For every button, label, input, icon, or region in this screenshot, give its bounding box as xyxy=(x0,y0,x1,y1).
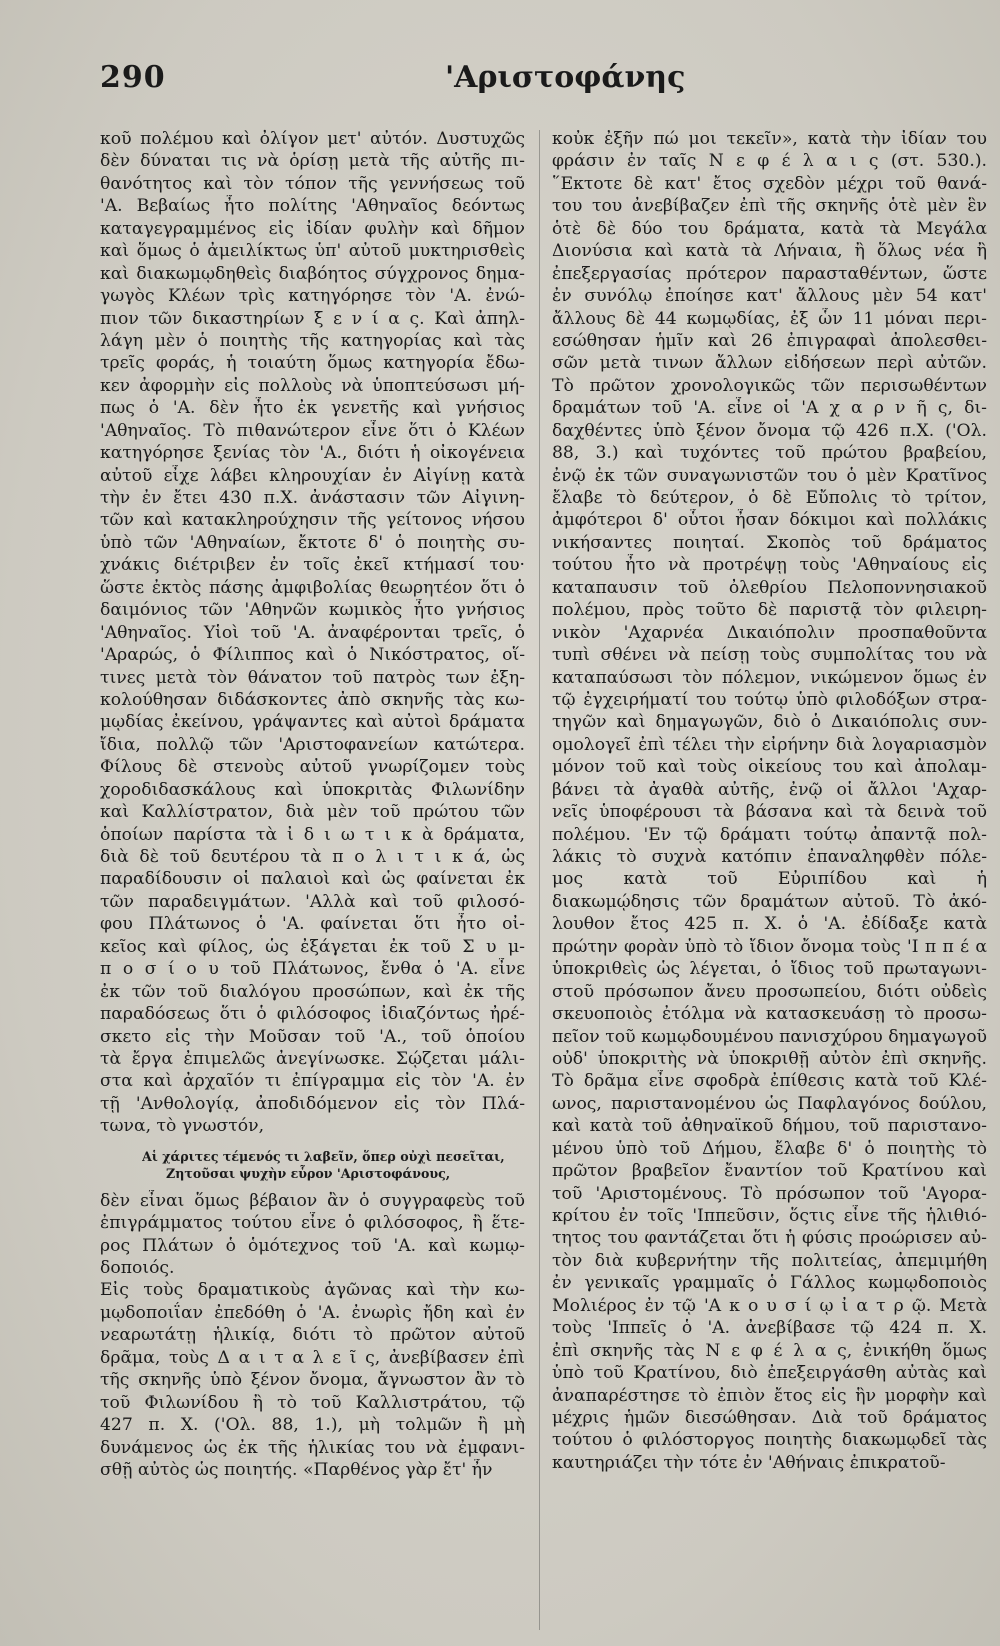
text-line: θανότητος καὶ τὸν τόπον τῆς γεννήσεως τοῦ xyxy=(100,173,525,194)
text-line: Τὸ πρῶτον χρονολογικῶς τῶν περισωθέντων xyxy=(552,375,987,396)
text-line: ἄλλους δὲ 44 κωμῳδίας, ἐξ ὧν 11 μόναι περι- xyxy=(552,308,987,329)
text-line: κοὐκ ἐξῆν πώ μοι τεκεῖν», κατὰ τὴν ἰδίαν του xyxy=(552,129,987,149)
text-line: ὑποκριθεὶς ὡς λέγεται, ὁ ἴδιος τοῦ πρωταγωνι- xyxy=(552,959,987,980)
text-line: 'Αθηναῖος. Τὸ πιθανώτερον εἶνε ὅτι ὁ Κλέων xyxy=(100,420,525,441)
text-line: σθῇ αὐτὸς ὡς ποιητής. «Παρθένος γὰρ ἔτ' ἦν xyxy=(100,1459,493,1480)
text-line: λουθον ἔτος 425 π. Χ. ὁ 'Α. ἐδίδαξε κατὰ xyxy=(552,914,987,935)
text-line: νικὸν 'Αχαρνέα Δικαιόπολιν προσπαθοῦντα xyxy=(552,622,987,643)
text-line: γωγὸς Κλέων τρὶς κατηγόρησε τὸν 'Α. ἐνώ- xyxy=(100,286,525,307)
left-column-text-a xyxy=(100,128,525,1138)
text-line: Μολιέρος ἐν τῷ 'Α κ ο υ σ ί ῳ ἰ α τ ρ ῷ. Μετὰ xyxy=(552,1295,987,1316)
text-line: κρίτου ἐν τοῖς 'Ιππεῦσιν, ὅςτις εἶνε τῆς ἡλιθιό- xyxy=(552,1206,987,1226)
text-line: ἐν γενικαῖς γραμμαῖς ὁ Γάλλος κωμῳδοποιὸς xyxy=(552,1273,987,1294)
text-line: δοποιός. xyxy=(100,1258,175,1279)
text-line: τοῦ Φιλωνίδου ἢ τὸ τοῦ Καλλιστράτου, τῷ xyxy=(100,1392,525,1413)
text-line: ωνος, παριστανομένου ὡς Παφλαγόνος δούλου, xyxy=(552,1093,987,1114)
text-line: τρεῖς φοράς, ἡ τοιαύτη ὅμως κατηγορία ἔδω- xyxy=(100,353,525,374)
text-line: τούτου ὁ φιλόστοργος ποιητὴς διακωμῳδεῖ τὰς xyxy=(552,1430,987,1451)
text-line: κοῦ πολέμου καὶ ὀλίγον μετ' αὐτόν. Δυστυχῶς xyxy=(100,129,525,149)
text-line: πρῶτον βραβεῖον ἔναντίον τοῦ Κρατίνου καὶ xyxy=(552,1161,987,1182)
text-line: χνάκις διέτριβεν ἐν τοῖς ἐκεῖ κτήμασί του· xyxy=(100,555,525,576)
text-line: ἐνῷ ἐκ τῶν συναγωνιστῶν του ὁ μὲν Κρατῖνος xyxy=(552,465,987,486)
text-line: ὁποίων παρίστα τὰ ἰ δ ι ω τ ι κ ὰ δράματα, xyxy=(100,824,525,845)
text-line: δαχθέντες ὑπὸ ξένον ὄνομα τῷ 426 π.Χ. ('Ολ. xyxy=(552,420,987,441)
text-line: τοῦ 'Αριστομένους. Τὸ πρόσωπον τοῦ 'Αγορα- xyxy=(552,1183,987,1204)
text-line: τὸν διὰ κυβερνήτην τῆς πολιτείας, ἀπεμιμήθη xyxy=(552,1250,987,1271)
text-line: πιον τῶν δικαστηρίων ξ ε ν ί α ς. Καὶ ἀπηλ- xyxy=(100,308,525,329)
text-line: 'Αθηναῖος. Υἱοὶ τοῦ 'Α. ἀναφέρονται τρεῖς, ὁ xyxy=(100,622,525,643)
page-number: 290 xyxy=(100,60,166,95)
text-line: καυτηριάζει τὴν τότε ἐν 'Αθήναις ἐπικρατοῦ- xyxy=(552,1452,946,1473)
text-line: πολέμου. 'Εν τῷ δράματι τούτῳ ἀπαντᾷ πολ- xyxy=(552,824,987,845)
text-line: αὐτοῦ εἶχε λάβει κληρουχίαν ἐν Αἰγίνῃ κατὰ xyxy=(100,465,525,486)
text-line: ἐπιγράμματος τούτου εἶνε ὁ φιλόσοφος, ἢ ἕτε- xyxy=(100,1213,525,1234)
text-line: δρᾶμα, τοὺς Δ α ι τ α λ ε ῖ ς, ἀνεβίβασεν ἐπὶ xyxy=(100,1347,525,1368)
left-column-text-b xyxy=(100,1190,525,1482)
left-text-column xyxy=(100,128,525,1481)
text-line: σκετο εἰς τὴν Μοῦσαν τοῦ 'Α., τοῦ ὁποίου xyxy=(100,1026,525,1047)
text-line: νεῖς ὑποφέρουσι τὰ βάσανα καὶ τὰ δεινὰ τοῦ xyxy=(552,802,987,823)
text-line: οὐδ' ὑποκριτὴς νὰ ὑποκριθῇ αὐτὸν ἐπὶ σκηνῆς. xyxy=(552,1048,987,1069)
text-line: χοροδιδασκάλους καὶ ὑποκριτὰς Φιλωνίδην xyxy=(100,779,525,800)
text-line: δραμάτων τοῦ 'Α. εἶνε οἱ 'Α χ α ρ ν ῆ ς, δι- xyxy=(552,398,987,419)
text-line: ἐν συνόλῳ ἐποίησε κατ' ἄλλους μὲν 54 κατ' xyxy=(552,286,987,307)
text-line: λάγη μὲν ὁ ποιητὴς τῆς κατηγορίας καὶ τὰς xyxy=(100,330,525,351)
text-line: τῆς σκηνῆς ὑπὸ ξένον ὄνομα, ἄγνωστον ἂν τὸ xyxy=(100,1370,525,1391)
text-line: νικήσαντες ποιηταί. Σκοπὸς τοῦ δράματος xyxy=(552,532,987,553)
text-line: καταγεγραμμένος εἰς ἰδίαν φυλὴν καὶ δῆμον xyxy=(100,218,525,239)
text-line: νεαρωτάτῃ ἡλικίᾳ, διότι τὸ πρῶτον αὐτοῦ xyxy=(100,1325,525,1346)
text-line: 'Α. Βεβαίως ἦτο πολίτης 'Αθηναῖος δεόντως xyxy=(100,196,525,217)
text-line: φου Πλάτωνος ὁ 'Α. φαίνεται ὅτι ἦτο οἰ- xyxy=(100,914,525,935)
text-line: τητος του φαντάζεται ὅτι ἡ φύσις προώρισεν αὐ- xyxy=(552,1228,987,1249)
text-line: σκευοποιὸς ἐτόλμα νὰ κατασκευάσῃ τὸ προσω- xyxy=(552,1004,987,1025)
running-title: 'Αριστοφάνης xyxy=(445,60,686,95)
text-line: δὲν δύναται τις νὰ ὁρίσῃ μετὰ τῆς αὐτῆς πι- xyxy=(100,151,525,172)
text-line: ἴδια, πολλῷ τῶν 'Αριστοφανείων κατώτερα. xyxy=(100,734,525,755)
text-line: 88, 3.) καὶ τυχόντες τοῦ πρώτου βραβείου, xyxy=(552,443,987,464)
text-line: Εἰς τοὺς δραματικοὺς ἀγῶνας καὶ τὴν κω- xyxy=(100,1280,525,1301)
text-line: μένου ὑπὸ τοῦ Δήμου, ἔλαβε δ' ὁ ποιητὴς τὸ xyxy=(552,1138,987,1159)
page-header xyxy=(100,60,970,110)
text-line: βάνει τὰ ἀγαθὰ αὐτῆς, ἐνῷ οἱ ἄλλοι 'Αχαρ- xyxy=(552,779,987,800)
text-line: καταπαυσιν τοῦ ὀλεθρίου Πελοποννησιακοῦ xyxy=(552,577,987,598)
text-line: φράσιν ἐν ταῖς Ν ε φ έ λ α ι ς (στ. 530.). xyxy=(552,151,987,172)
text-line: τινες μετὰ τὸν θάνατον τοῦ πατρὸς των ἐξη- xyxy=(100,667,525,688)
text-line: μέχρις ἡμῶν διεσώθησαν. Διὰ τοῦ δράματος xyxy=(552,1407,987,1428)
text-line: διὰ δὲ τοῦ δευτέρου τὰ π ο λ ι τ ι κ ά, ὡς xyxy=(100,847,525,867)
text-line: τὴν ἐν ἔτει 430 π.Χ. ἀνάστασιν τῶν Αἰγινη- xyxy=(100,488,525,508)
text-line: τούτου ἦτο νὰ προτρέψῃ τοὺς 'Αθηναίους εἰς xyxy=(552,555,987,576)
text-line: τηγῶν καὶ δημαγωγῶν, διὸ ὁ Δικαιόπολις συν- xyxy=(552,712,987,733)
text-line: λάκις τὸ συχνὰ κατόπιν ἐπαναληφθὲν πόλε- xyxy=(552,847,987,867)
epigram-line: Αἱ χάριτες τέμενός τι λαβεῖν, ὅπερ οὐχὶ πεσεῖται, xyxy=(142,1148,505,1164)
text-line: σῶν μετὰ τινων ἄλλων εἰδήσεων περὶ αὐτῶν. xyxy=(552,353,987,374)
text-line: τυπὶ σθένει νὰ πείσῃ τοὺς συμπολίτας του νὰ xyxy=(552,645,987,666)
text-line: ἀμφότεροι δ' οὗτοι ἦσαν δόκιμοι καὶ πολλάκις xyxy=(552,510,987,531)
text-line: Διονύσια καὶ κατὰ τὰ Λήναια, ἢ ὅλως νέα ἢ xyxy=(552,241,987,262)
text-line: παραδόσεως ὅτι ὁ φιλόσοφος ἰδιαζόντως ἠρέ- xyxy=(100,1004,525,1025)
text-line: κεν ἀφορμὴν εἰς πολλοὺς νὰ ὑποπτεύσωσι μή- xyxy=(100,375,525,396)
text-line: πεῖον τοῦ κωμῳδουμένου πανισχύρου δημαγωγοῦ xyxy=(552,1026,987,1047)
text-line: π ο σ ί ο υ τοῦ Πλάτωνος, ἔνθα ὁ 'Α. εἶνε xyxy=(100,959,525,980)
text-line: κεῖος καὶ φίλος, ὡς ἐξάγεται ἐκ τοῦ Σ υ μ- xyxy=(100,936,525,957)
epigram-line: Ζητοῦσαι ψυχὴν εὗρον 'Αριστοφάνους, xyxy=(166,1165,451,1181)
text-line: 427 π. Χ. ('Ολ. 88, 1.), μὴ τολμῶν ἢ μὴ xyxy=(100,1415,525,1436)
text-line: ὑπὸ τοῦ Κρατίνου, διὸ ἐπεξειργάσθη αὐτὰς καὶ xyxy=(552,1363,987,1384)
epigram xyxy=(142,1148,525,1182)
text-line: πολέμου, πρὸς τοῦτο δὲ παριστᾷ τὸν φιλειρη- xyxy=(552,600,987,621)
text-line: ἐπὶ σκηνῆς τὰς Ν ε φ έ λ α ς, ἐνικήθη ὅμως xyxy=(552,1340,987,1361)
text-line: 'Αραρώς, ὁ Φίλιππος καὶ ὁ Νικόστρατος, οἵ- xyxy=(100,645,525,666)
text-line: μόνον τοῦ καὶ τοὺς οἰκείους του καὶ ἀπολαμ- xyxy=(552,757,987,778)
text-line: καὶ ὅμως ὁ ἀμειλίκτως ὑπ' αὐτοῦ μυκτηρισθεὶς xyxy=(100,241,525,262)
text-line: μος κατὰ τοῦ Εὐριπίδου καὶ ἡ xyxy=(552,869,987,890)
text-line: κατηγόρησε ξενίας τὸν 'Α., διότι ἡ οἰκογένεια xyxy=(100,443,525,464)
text-line: δυνάμενος ὡς ἐκ τῆς ἡλικίας του νὰ ἐμφανι- xyxy=(100,1437,525,1458)
text-line: τῷ ἐγχειρήματί του τούτῳ ὑπὸ φιλοδόξων στρα- xyxy=(552,689,987,710)
text-line: διακωμῴδησις τῶν δραμάτων αὐτοῦ. Τὸ ἀκό- xyxy=(552,891,987,912)
text-line: ἔλαβε τὸ δεύτερον, ὁ δὲ Εὔπολις τὸ τρίτον, xyxy=(552,488,987,508)
text-line: ὁτὲ δὲ δύο του δράματα, κατὰ τὰ Μεγάλα xyxy=(552,218,987,239)
text-line: καὶ διακωμῳδηθεὶς διαβόητος σύγχρονος δημα- xyxy=(100,263,525,284)
text-line: ἐπεξεργασίας πρότερον παρασταθέντων, ὥστε xyxy=(552,263,987,284)
text-line: ἐκ τῶν τοῦ διαλόγου προσώπων, καὶ ἐκ τῆς xyxy=(100,981,525,1002)
text-line: ἀναπαρέστησε τὸ ἐπιὸν ἔτος εἰς ἣν μορφὴν καὶ xyxy=(552,1385,987,1406)
text-line: ῞Εκτοτε δὲ κατ' ἔτος σχεδὸν μέχρι τοῦ θανά- xyxy=(552,173,987,194)
text-line: ὑπὸ τῶν 'Αθηναίων, ἔκτοτε δ' ὁ ποιητὴς συ- xyxy=(100,532,525,553)
text-line: παραδίδουσιν οἱ παλαιοὶ καὶ ὡς φαίνεται ἐκ xyxy=(100,869,525,890)
text-line: τῇ 'Ανθολογίᾳ, ἀποδιδόμενον εἰς τὸν Πλά- xyxy=(100,1093,525,1114)
text-line: τὰ ἔργα ἐπιμελῶς ἀνεγίνωσκε. Σῴζεται μάλι- xyxy=(100,1048,525,1069)
column-divider xyxy=(539,130,540,1630)
text-line: δαιμόνιος τῶν 'Αθηνῶν κωμικὸς ἦτο γνήσιος xyxy=(100,600,525,621)
right-text-column xyxy=(552,128,987,1474)
text-line: πως ὁ 'Α. δὲν ἦτο ἐκ γενετῆς καὶ γνήσιος xyxy=(100,398,525,419)
text-line: ρος Πλάτων ὁ ὁμότεχνος τοῦ 'Α. καὶ κωμῳ- xyxy=(100,1235,525,1256)
text-line: τωνα, τὸ γνωστόν, xyxy=(100,1116,265,1137)
text-line: τῶν παραδειγμάτων. 'Αλλὰ καὶ τοῦ φιλοσό- xyxy=(100,891,525,912)
text-line: πρώτην φορὰν ὑπὸ τὸ ἴδιον ὄνομα τοὺς 'Ι π π έ α xyxy=(552,936,987,957)
text-line: ομολογεῖ ἐπὶ τέλει τὴν εἰρήνην διὰ λογαριασμὸν xyxy=(552,734,987,755)
text-line: στοῦ πρόσωπον ἄνευ προσωπείου, διότι οὐδεὶς xyxy=(552,981,987,1002)
text-line: μῳδίας ἐκείνου, γράψαντες καὶ αὐτοὶ δράματα xyxy=(100,712,525,733)
text-line: καὶ Καλλίστρατον, διὰ μὲν τοῦ πρώτου τῶν xyxy=(100,802,525,823)
text-line: μῳδοποιΐαν ἐπεδόθη ὁ 'Α. ἐνωρὶς ἤδη καὶ ἐν xyxy=(100,1302,525,1323)
text-line: τοὺς 'Ιππεῖς ὁ 'Α. ἀνεβίβασε τῷ 424 π. Χ. xyxy=(552,1318,987,1339)
text-line: στα καὶ ἀρχαῖόν τι ἐπίγραμμα εἰς τὸν 'Α. ἐν xyxy=(100,1071,525,1092)
text-line: ὥστε ἐκτὸς πάσης ἀμφιβολίας θεωρητέον ὅτι ὁ xyxy=(100,577,525,598)
text-line: κολούθησαν διδάσκοντες ἀπὸ σκηνῆς τὰς κω- xyxy=(100,689,525,710)
text-line: τῶν καὶ κατακληρούχησιν τῆς γείτονος νήσου xyxy=(100,510,525,531)
text-line: Φίλους δὲ στενοὺς αὐτοῦ γνωρίζομεν τοὺς xyxy=(100,757,525,778)
text-line: καὶ κατὰ τοῦ ἀθηναϊκοῦ δήμου, τοῦ παριστανο- xyxy=(552,1116,987,1137)
text-line: εσώθησαν ἡμῖν καὶ 26 ἐπιγραφαὶ ἀπολεσθει- xyxy=(552,330,987,351)
text-line: δὲν εἶναι ὅμως βέβαιον ἂν ὁ συγγραφεὺς τοῦ xyxy=(100,1190,525,1211)
text-line: καταπαύσωσι τὸν πόλεμον, νικώμενον ὅμως ἐν xyxy=(552,667,987,688)
text-line: του του ἀνεβίβαζεν ἐπὶ τῆς σκηνῆς ὁτὲ μὲν ἓν xyxy=(552,196,987,217)
text-line: Τὸ δρᾶμα εἶνε σφοδρὰ ἐπίθεσις κατὰ τοῦ Κλέ- xyxy=(552,1071,987,1092)
